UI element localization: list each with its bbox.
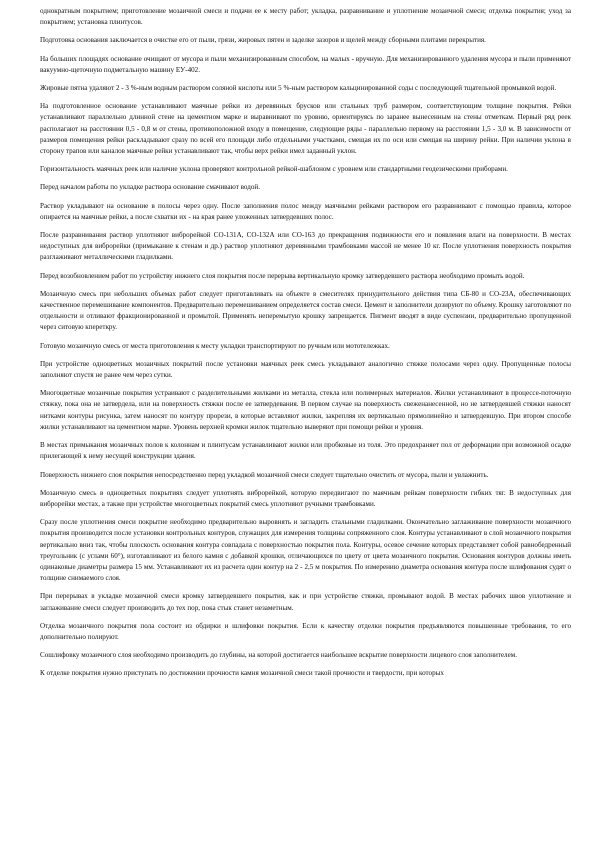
paragraph-19: При перерывах в укладке мозаичной смеси кромку затвердевшего покрытия, как и при устройстве стяжки, промывают водой. В местах рабочих швов уплотнение и заглаживание смеси следует производить до тех пор, пока стык станет незаметным. [40,592,571,612]
paragraph-13: При устройстве одноцветных мозаичных покрытий после установки маячных реек смесь укладывают аналогично стяжке полосами через одну. Пропущенные полосы заполняют спустя не ранее чем через сутки. [40,359,571,380]
paragraph-4: Жировые пятна удаляют 2 - 3 %-ным водным раствором соляной кислоты или 5 %-ным раствором кальцинированной соды с последующей тщательной промывкой водой. [40,84,557,93]
paragraph-16: Поверхность нижнего слоя покрытия непосредственно перед укладкой мозаичной смеси следует тщательно очистить от мусора, пыли и увлажнить. [40,470,489,479]
paragraph-18: Сразу после уплотнения смеси покрытие необходимо предварительно выровнять и загладить стальными гладилками. Окончательно заглаживание поверхности мозаичного покрытия производится после установки контрольных контуров, служащих для измерения толщины сопряженного слоя. Контуры устанавливают в слой мозаичного покрытия вертикально вниз так, чтобы плоскость основания контура совпадала с поверхностью покрытия пола. Контуры, осевое сечение которых представляет собой равнобедренный треугольник (с углами 60°), изготавливают из белого камня с добавкой крошки, отличающихся по цвету от цвета мозаичного покрытия. Основания контуров должны иметь одинаковые диаметры размера 15 мм. Устанавливают их из расчета один контур на 2 - 2,5 м покрытия. По измерению диаметра основания контура после шлифования судят о толщине снимаемого слоя. [40,518,571,583]
paragraph-3: На больших площадях основание очищают от мусора и пыли механизированным способом, на малых - вручную. Для механизированного удаления мусора и пыли применяют вакуумно-щеточную подметальную машину ЕУ-402. [40,54,571,74]
paragraph-5: На подготовленное основание устанавливают маячные рейки из деревянных брусков или стальных труб размером, соответствующим толщине покрытия. Рейки устанавливают параллельно длинной стене на цементном марке и выравнивают по уровню, ориентируясь по заранее вынесенным на стены отметкам. Первый ряд реек располагают на расстоянии 0,5 - 0,8 м от стены, противоположной входу в помещение, следующие ряды - параллельно первому на расстоянии 1,5 - 3,0 м. В зависимости от размеров помещения рейки раскладывают сразу по всей его площади либо отдельными участками, смещая их по оси или смещая на ширину рейки. При наличии уклона в сторону трапов или каналов маячные рейки устанавливают так, чтобы верх рейки имел заданный уклон. [40,102,571,156]
paragraph-11: Мозаичную смесь при небольших объемах работ следует приготавливать на объекте в смесителях принудительного действия типа СБ-80 и СО-23А, обеспечивающих качественное перемешивание компонентов. Предварительно перемешиванием определяется состав смеси. Цемент и заполнители дозируют по объему. Крошку заготовляют по отдельности и отливают фракционированной и промытой. Применять неперемытую крошку запрещается. Пигмент вводят в виде суспензии, предварительно пропущенной через ситовую кпереткру. [40,289,571,332]
paragraph-21: Сошлифовку мозаичного слоя необходимо производить до глубины, на которой достигается наибольшее вскрытие поверхности лицевого слоя заполнителем. [40,651,517,660]
paragraph-20: Отделка мозаичного покрытия пола состоит из обдирки и шлифовки покрытия. Если к качеству отделки покрытия предъявляются повышенные требования, то его дополнительно полируют. [40,621,571,641]
paragraph-10: Перед возобновлением работ по устройству нижнего слоя покрытия после перерыва вертикальную кромку затвердевшего раствора необходимо промыть водой. [40,271,525,280]
paragraph-14: Многоцветные мозаичные покрытия устраивают с разделительными жилками из металла, стекла или полимерных материалов. Жилки устанавливают в процессе-поточную стяжку, пока она не затвердела, или на поверхность стяжки после ее затвердевания. В первом случае на поверхность свеженанесенной, но не затвердевшей стяжки наносят нитками контуры рисунка, затем наносят по контуру прорези, в которые вставляют жилки, закрепляя их вертикально прямолинейно и затвердевшую. При втором способе жилки устанавливают на цементном марке. Уровень верхней кромки жилок тщательно выверяют при помощи рейки и уровня. [40,389,571,431]
paragraph-2: Подготовка основания заключается в очистке его от пыли, грязи, жировых пятен и заделке зазоров и щелей между сборными плитами перекрытия. [40,36,486,45]
paragraph-22: К отделке покрытия нужно приступать по достижении прочности камня мозаичной смеси такой прочности и твердости, при которых [40,669,444,678]
paragraph-7: Перед началом работы по укладке раствора основание смачивают водой. [40,183,260,192]
paragraph-1: однократным покрытием; приготовление мозаичной смеси и подачи ее к месту работ; укладка, разравнивание и уплотнение мозаичной смеси; отделка покрытия; уход за покрытием; установка плинтусов. [40,7,571,27]
paragraph-9: После разравнивания раствор уплотняют виброрейкой СО-131А, СО-132А или СО-163 до прекращения подвижности его и появления влаги на поверхности. В местах недоступных для виброрейки (примыкание к стенам и др.) раствор уплотняют деревянными трамбовками массой не менее 10 кг. После уплотнения поверхность покрытия разглаживают металлическими гладилками. [40,231,571,262]
paragraph-12: Готовую мозаичную смесь от места приготовления к месту укладки транспортируют по ручным или мототележках. [40,341,390,350]
paragraph-6: Горизонтальность маячных реек или наличие уклона проверяют контрольной рейкой-шаблоном с уровнем или стандартными геодезическими приборами. [40,165,508,174]
paragraph-8: Раствор укладывают на основание в полосы через одну. После заполнения полос между маячными рейками раствором его разравнивают с помощью правила, которое опирается на маячные рейки, а после схватки их - на края ранее уложенных затвердевших полос. [40,201,571,221]
paragraph-17: Мозаичную смесь в одноцветных покрытиях следует уплотнять виброрейкой, которую передвигают по маячным рейкам поверхности гибких тяг. В недоступных для виброрейки местах, а также при устройстве многоцветных покрытий смесь уплотняют ручными трамбовками. [40,488,571,508]
paragraph-15: В местах примыкания мозаичных полов к колоннам и плинтусам устанавливают жилки или пробковые из толя. Это предохраняет пол от деформации при возможной осадке прилегающей к нему несущей конструкции здания. [40,441,571,461]
